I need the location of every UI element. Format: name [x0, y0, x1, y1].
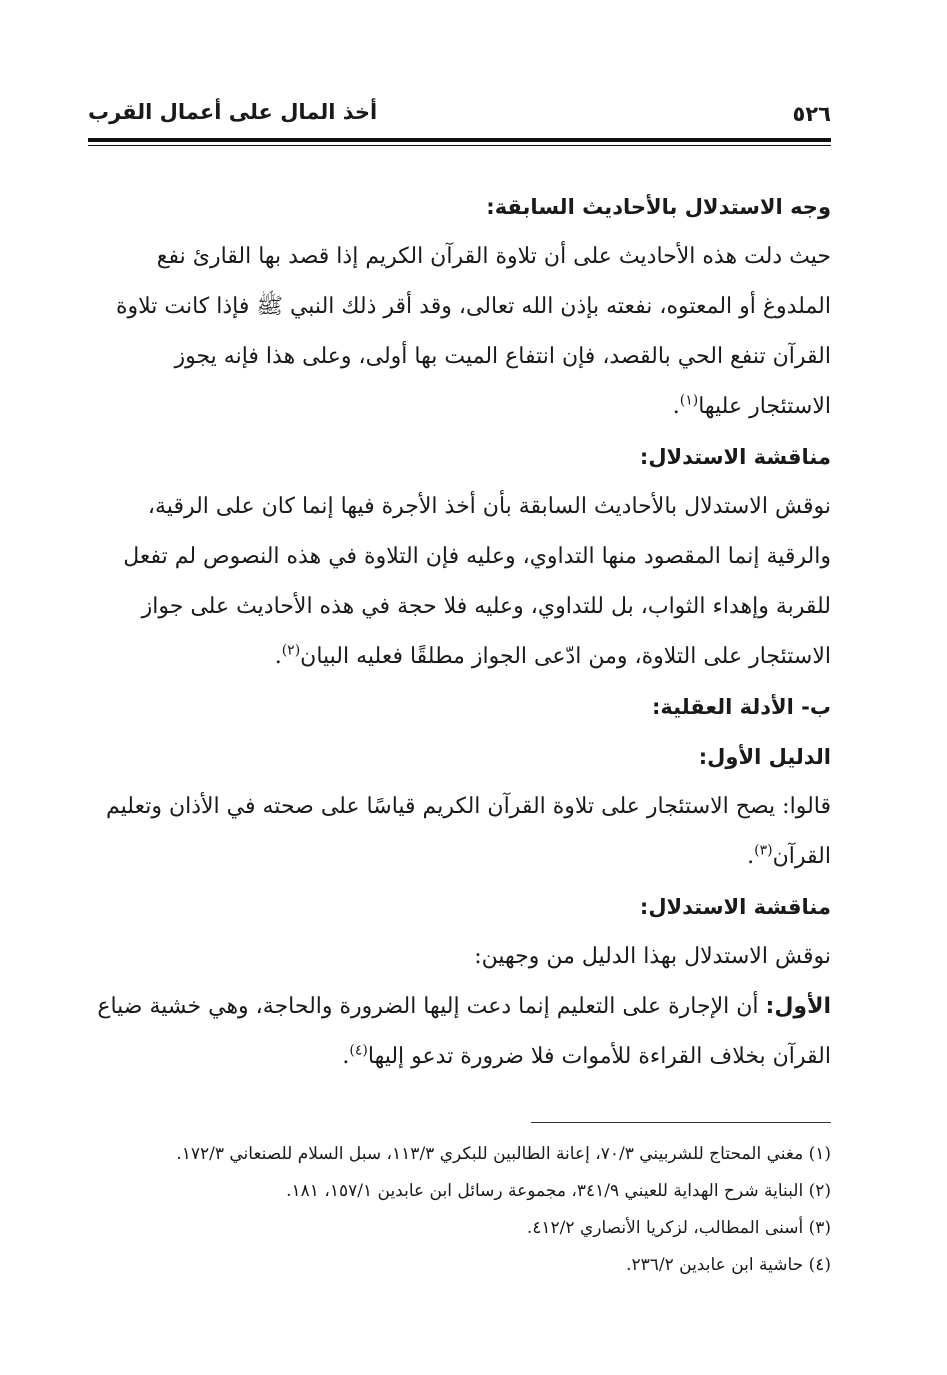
footnote-2: (٢) البناية شرح الهداية للعيني ٣٤١/٩، مجموعة رسائل ابن عابدين ١٥٧/١، ١٨١.: [286, 1181, 831, 1201]
header-rule-thin: [88, 145, 831, 146]
footnote-1: (١) مغني المحتاج للشربيني ٧٠/٣، إعانة الطالبين للبكري ١١٣/٣، سبل السلام للصنعاني ١٧٢/٣.: [176, 1144, 831, 1164]
section-heading-first-evidence: الدليل الأول:: [698, 745, 831, 769]
paragraph-text: أن الإجارة على التعليم إنما دعت إليها الضرورة والحاجة، وهي خشية ضياع القرآن بخلاف القراءة للأموات فلا ضرورة تدعو إليها: [97, 994, 831, 1069]
section-heading-rational-evidence: ب- الأدلة العقلية:: [651, 695, 831, 719]
book-title: أخذ المال على أعمال القرب: [88, 100, 378, 124]
header-rule-thick: [88, 138, 831, 142]
section-heading-inference: وجه الاستدلال بالأحاديث السابقة:: [486, 195, 831, 219]
main-text: [88, 182, 831, 1082]
paragraph-inference: حيث دلت هذه الأحاديث على أن تلاوة القرآن الكريم إذا قصد بها القارئ نفع الملدوغ أو المعتوه، نفعته بإذن الله تعالى، وقد أقر ذلك النبي ﷺ فإذا كانت تلاوة القرآن تنفع الحي بالقصد، فإن انتفاع الميت بها أولى، وعلى هذا فإنه يجوز الاستئجار عليها$^{(١)}$.: [115, 244, 831, 419]
section-heading-discussion-2: مناقشة الاستدلال:: [639, 895, 831, 919]
paragraph-text: حيث دلت هذه الأحاديث على أن تلاوة القرآن الكريم إذا قصد بها القارئ نفع الملدوغ أو المعتوه، نفعته بإذن الله تعالى، وقد أقر ذلك النبي ﷺ فإذا كانت تلاوة القرآن تنفع الحي بالقصد، فإن انتفاع الميت بها أولى، وعلى هذا فإنه يجوز الاستئجار عليها: [115, 244, 831, 419]
paragraph-text: نوقش الاستدلال بالأحاديث السابقة بأن أخذ الأجرة فيها إنما كان على الرقية، والرقية إنما المقصود منها التداوي، وعليه فإن التلاوة في هذه النصوص لم تفعل للقربة وإهداء الثواب، بل للتداوي، وعليه فلا حجة في هذه الأحاديث على جواز الاستئجار على التلاوة، ومن ادّعى الجواز مطلقًا فعليه البيان: [123, 494, 831, 669]
footnote-ref-3: (٣): [754, 842, 773, 859]
paragraph-text: قالوا: يصح الاستئجار على تلاوة القرآن الكريم قياسًا على صحته في الأذان وتعليم القرآن: [106, 794, 831, 869]
first-aspect-label: الأول:: [765, 994, 831, 1019]
paragraph-first-evidence: قالوا: يصح الاستئجار على تلاوة القرآن الكريم قياسًا على صحته في الأذان وتعليم القرآن$^{(٣)}$.: [106, 794, 831, 869]
footnote-3: (٣) أسنى المطالب، لزكريا الأنصاري ٤١٢/٢.: [526, 1218, 831, 1238]
book-page: [88, 96, 831, 1316]
running-header: [88, 96, 831, 140]
footnote-4: (٤) حاشية ابن عابدين ٢٣٦/٢.: [626, 1255, 831, 1275]
paragraph-two-aspects: نوقش الاستدلال بهذا الدليل من وجهين:: [474, 944, 831, 969]
section-heading-discussion: مناقشة الاستدلال:: [639, 445, 831, 469]
paragraph-first-aspect: الأول: أن الإجارة على التعليم إنما دعت إليها الضرورة والحاجة، وهي خشية ضياع القرآن بخلاف القراءة للأموات فلا ضرورة تدعو إليها$^{(٤)}$.: [97, 994, 831, 1069]
paragraph-discussion: نوقش الاستدلال بالأحاديث السابقة بأن أخذ الأجرة فيها إنما كان على الرقية، والرقية إنما المقصود منها التداوي، وعليه فإن التلاوة في هذه النصوص لم تفعل للقربة وإهداء الثواب، بل للتداوي، وعليه فلا حجة في هذه الأحاديث على جواز الاستئجار على التلاوة، ومن ادّعى الجواز مطلقًا فعليه البيان$^{(٢)}$.: [123, 494, 831, 669]
footnote-ref-2: (٢): [281, 642, 301, 659]
footnote-separator: [531, 1122, 831, 1123]
footnotes: [88, 1136, 831, 1284]
page-number: ٥٢٦: [792, 102, 831, 126]
footnote-ref-4: (٤): [349, 1042, 368, 1059]
footnote-ref-1: (١): [679, 392, 699, 409]
